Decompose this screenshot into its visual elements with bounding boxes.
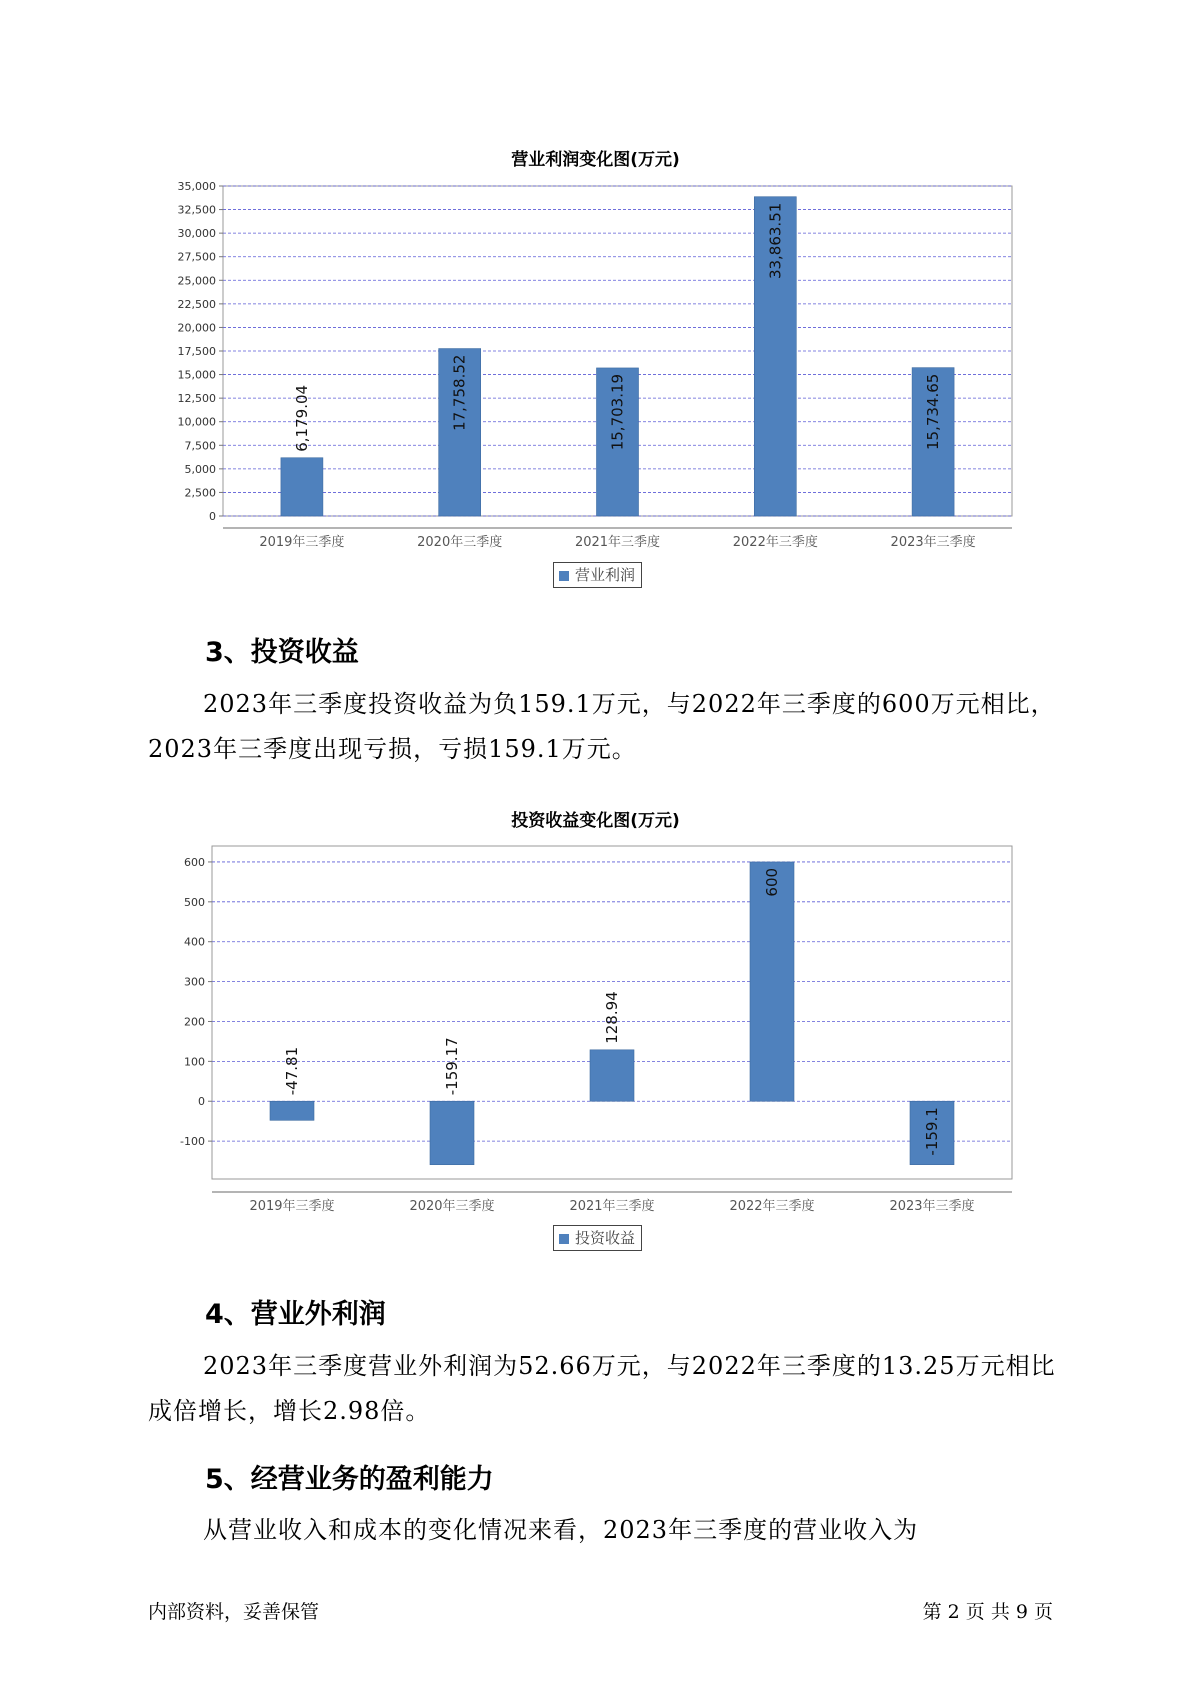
section5-heading: 5、经营业务的盈利能力 bbox=[205, 1464, 494, 1495]
y-tick-label: 600 bbox=[184, 855, 205, 869]
section3-heading: 3、投资收益 bbox=[205, 637, 359, 668]
y-tick-label: 400 bbox=[184, 935, 205, 949]
chart1-operating-profit bbox=[0, 170, 1191, 550]
y-tick-label: 17,500 bbox=[177, 345, 216, 358]
chart2-legend bbox=[553, 1225, 642, 1251]
bar-value-label: -47.81 bbox=[283, 1046, 301, 1096]
section5-paragraph: 从营业收入和成本的变化情况来看，2023年三季度的营业收入为 bbox=[203, 1516, 919, 1544]
x-category-label: 2023年三季度 bbox=[890, 535, 976, 550]
chart1-legend bbox=[553, 562, 642, 588]
legend-swatch-icon bbox=[559, 571, 569, 581]
footer-confidential-note: 内部资料，妥善保管 bbox=[148, 1601, 320, 1623]
x-category-label: 2022年三季度 bbox=[729, 1199, 815, 1214]
y-tick-label: 32,500 bbox=[177, 203, 216, 217]
section3-paragraph: 2023年三季度投资收益为负159.1万元，与2022年三季度的600万元相比，2023年三季度出现亏损，亏损159.1万元。 bbox=[148, 690, 1056, 763]
chart1-legend-label: 营业利润 bbox=[575, 566, 636, 584]
bar-value-label: 6,179.04 bbox=[292, 384, 311, 452]
bar-value-label: 600 bbox=[763, 867, 781, 897]
y-tick-label: 5,000 bbox=[184, 462, 216, 476]
legend-swatch-icon bbox=[559, 1234, 569, 1244]
x-category-label: 2020年三季度 bbox=[417, 535, 503, 550]
y-tick-label: -100 bbox=[180, 1135, 205, 1149]
x-category-label: 2023年三季度 bbox=[889, 1199, 975, 1214]
y-tick-label: 20,000 bbox=[177, 321, 216, 335]
x-category-label: 2021年三季度 bbox=[569, 1199, 655, 1214]
y-tick-label: 15,000 bbox=[177, 368, 216, 382]
y-tick-label: 12,500 bbox=[177, 392, 216, 406]
section4-paragraph: 2023年三季度营业外利润为52.66万元，与2022年三季度的13.25万元相比成倍增长，增长2.98倍。 bbox=[148, 1352, 1056, 1425]
bar-value-label: -159.1 bbox=[923, 1107, 941, 1156]
y-tick-label: 30,000 bbox=[177, 227, 216, 241]
y-tick-label: 200 bbox=[184, 1015, 205, 1029]
y-tick-label: 27,500 bbox=[177, 250, 216, 264]
y-tick-label: 2,500 bbox=[184, 486, 216, 500]
bar bbox=[430, 1101, 474, 1164]
bar bbox=[590, 1050, 634, 1101]
bar-value-label: 15,703.19 bbox=[608, 373, 627, 451]
bar-value-label: 33,863.51 bbox=[766, 202, 785, 280]
y-tick-label: 35,000 bbox=[177, 180, 216, 193]
y-tick-label: 100 bbox=[184, 1055, 205, 1069]
y-tick-label: 500 bbox=[184, 895, 205, 909]
chart1-title: 营业利润变化图(万元) bbox=[511, 150, 680, 170]
footer-page-number: 第 2 页 共 9 页 bbox=[922, 1601, 1053, 1623]
y-tick-label: 10,000 bbox=[177, 415, 216, 429]
x-category-label: 2020年三季度 bbox=[409, 1199, 495, 1214]
section4-heading: 4、营业外利润 bbox=[205, 1299, 386, 1330]
bar-value-label: 17,758.52 bbox=[450, 354, 469, 431]
bar bbox=[270, 1101, 314, 1120]
chart2-title: 投资收益变化图(万元) bbox=[511, 811, 680, 831]
x-category-label: 2021年三季度 bbox=[574, 535, 661, 550]
bar bbox=[750, 862, 794, 1101]
bar-value-label: -159.17 bbox=[443, 1037, 461, 1096]
bar bbox=[281, 458, 323, 516]
chart2-investment-income bbox=[0, 838, 1191, 1218]
y-tick-label: 0 bbox=[198, 1095, 205, 1109]
chart2-legend-label: 投资收益 bbox=[575, 1229, 636, 1247]
y-tick-label: 25,000 bbox=[177, 274, 216, 288]
y-tick-label: 7,500 bbox=[184, 439, 216, 453]
bar-value-label: 15,734.65 bbox=[924, 373, 943, 450]
y-tick-label: 0 bbox=[209, 510, 216, 523]
x-category-label: 2022年三季度 bbox=[732, 535, 818, 550]
y-tick-label: 22,500 bbox=[177, 297, 216, 311]
bar-value-label: 128.94 bbox=[603, 991, 621, 1044]
x-category-label: 2019年三季度 bbox=[249, 1199, 335, 1214]
y-tick-label: 300 bbox=[184, 975, 205, 989]
x-category-label: 2019年三季度 bbox=[259, 535, 345, 550]
